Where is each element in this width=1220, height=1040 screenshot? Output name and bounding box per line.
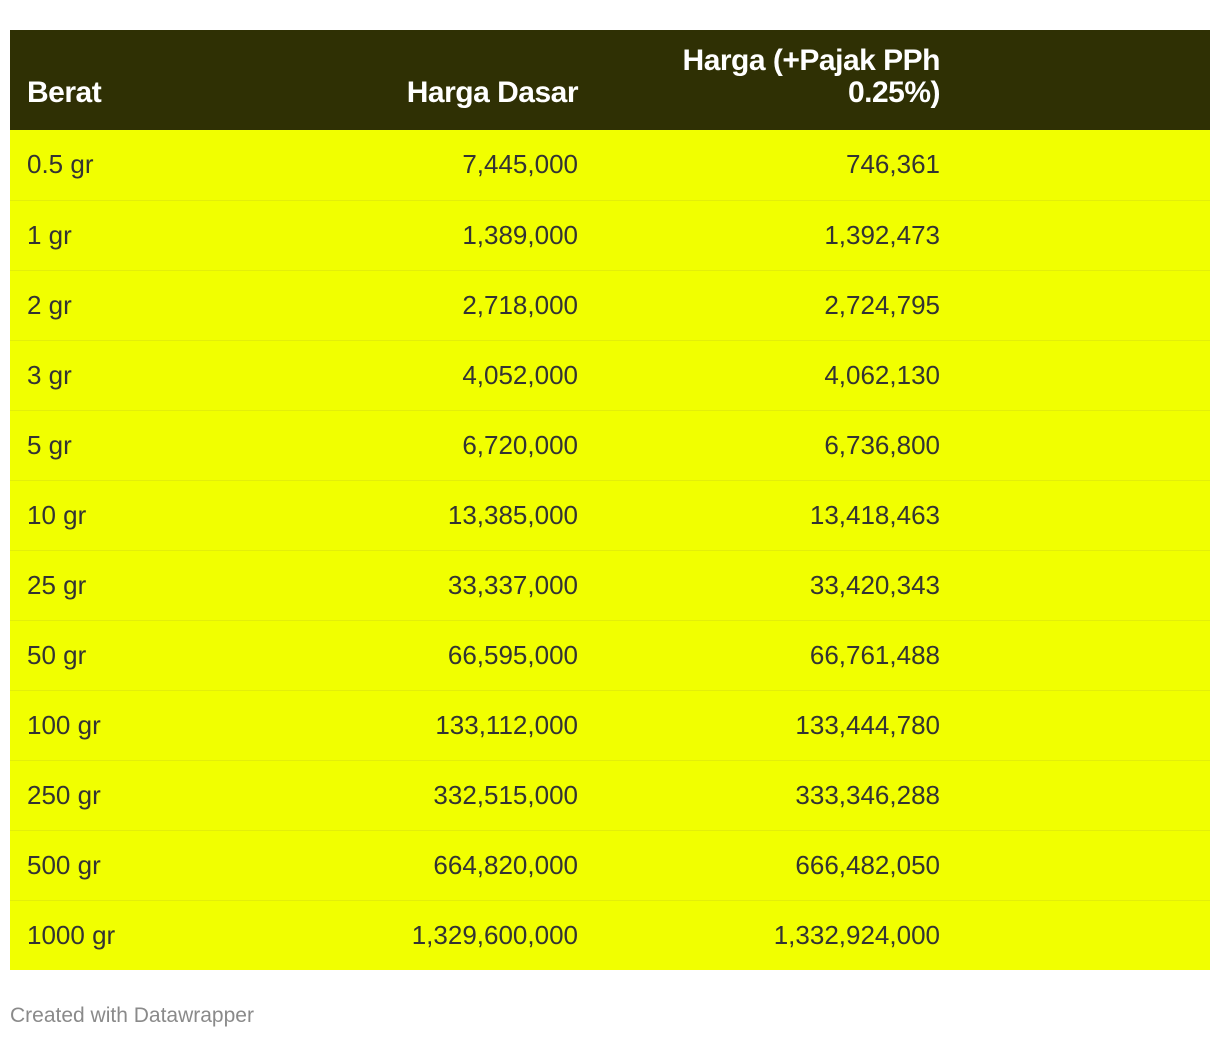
cell-berat: 500 gr — [10, 830, 210, 900]
column-header-harga-pajak-line1: Harga (+Pajak PPh — [682, 44, 940, 77]
column-header-empty — [940, 30, 1210, 130]
table-row — [10, 410, 1210, 480]
cell-harga-pajak: 2,724,795 — [580, 270, 940, 340]
cell-harga-pajak: 1,392,473 — [580, 200, 940, 270]
cell-harga-pajak: 1,332,924,000 — [580, 900, 940, 970]
cell-berat: 1 gr — [10, 200, 210, 270]
cell-empty — [940, 690, 1210, 760]
cell-empty — [940, 480, 1210, 550]
table-row — [10, 340, 1210, 410]
table-row — [10, 270, 1210, 340]
cell-berat: 100 gr — [10, 690, 210, 760]
cell-harga-dasar: 2,718,000 — [210, 270, 580, 340]
data-table-container — [10, 30, 1210, 970]
cell-harga-dasar: 33,337,000 — [210, 550, 580, 620]
table-row — [10, 900, 1210, 970]
cell-empty — [940, 130, 1210, 200]
cell-berat: 250 gr — [10, 760, 210, 830]
cell-harga-pajak: 666,482,050 — [580, 830, 940, 900]
column-header-berat: Berat — [27, 76, 102, 109]
cell-harga-dasar: 133,112,000 — [210, 690, 580, 760]
column-header-harga-dasar: Harga Dasar — [406, 76, 578, 109]
cell-harga-dasar: 332,515,000 — [210, 760, 580, 830]
cell-berat: 3 gr — [10, 340, 210, 410]
cell-berat: 10 gr — [10, 480, 210, 550]
cell-harga-pajak: 66,761,488 — [580, 620, 940, 690]
column-header-harga-pajak — [580, 30, 940, 130]
header-row — [10, 30, 1210, 130]
cell-harga-dasar: 1,389,000 — [210, 200, 580, 270]
cell-empty — [940, 900, 1210, 970]
cell-empty — [940, 340, 1210, 410]
cell-empty — [940, 620, 1210, 690]
cell-empty — [940, 270, 1210, 340]
cell-harga-pajak: 333,346,288 — [580, 760, 940, 830]
table-body — [10, 130, 1210, 970]
cell-harga-pajak: 133,444,780 — [580, 690, 940, 760]
price-table — [10, 30, 1210, 970]
cell-berat: 25 gr — [10, 550, 210, 620]
cell-berat: 1000 gr — [10, 900, 210, 970]
table-row — [10, 480, 1210, 550]
table-row — [10, 830, 1210, 900]
cell-harga-dasar: 4,052,000 — [210, 340, 580, 410]
cell-berat: 5 gr — [10, 410, 210, 480]
cell-berat: 50 gr — [10, 620, 210, 690]
cell-harga-pajak: 13,418,463 — [580, 480, 940, 550]
cell-harga-dasar: 664,820,000 — [210, 830, 580, 900]
column-header-harga-pajak-line2: 0.25%) — [847, 76, 940, 109]
table-row — [10, 620, 1210, 690]
cell-empty — [940, 760, 1210, 830]
cell-empty — [940, 410, 1210, 480]
table-header — [10, 30, 1210, 130]
table-row — [10, 550, 1210, 620]
cell-harga-dasar: 7,445,000 — [462, 149, 578, 180]
cell-harga-dasar: 1,329,600,000 — [210, 900, 580, 970]
cell-empty — [940, 830, 1210, 900]
table-row — [10, 760, 1210, 830]
cell-berat: 0.5 gr — [27, 149, 94, 180]
cell-harga-pajak: 33,420,343 — [580, 550, 940, 620]
cell-harga-pajak: 6,736,800 — [580, 410, 940, 480]
cell-harga-pajak: 4,062,130 — [580, 340, 940, 410]
cell-harga-dasar: 13,385,000 — [210, 480, 580, 550]
table-row — [10, 130, 1210, 200]
cell-berat: 2 gr — [10, 270, 210, 340]
datawrapper-credit: Created with Datawrapper — [10, 1004, 254, 1027]
cell-empty — [940, 550, 1210, 620]
cell-empty — [940, 200, 1210, 270]
table-row — [10, 690, 1210, 760]
table-row — [10, 200, 1210, 270]
cell-harga-dasar: 6,720,000 — [210, 410, 580, 480]
cell-harga-pajak: 746,361 — [846, 149, 940, 180]
cell-harga-dasar: 66,595,000 — [210, 620, 580, 690]
